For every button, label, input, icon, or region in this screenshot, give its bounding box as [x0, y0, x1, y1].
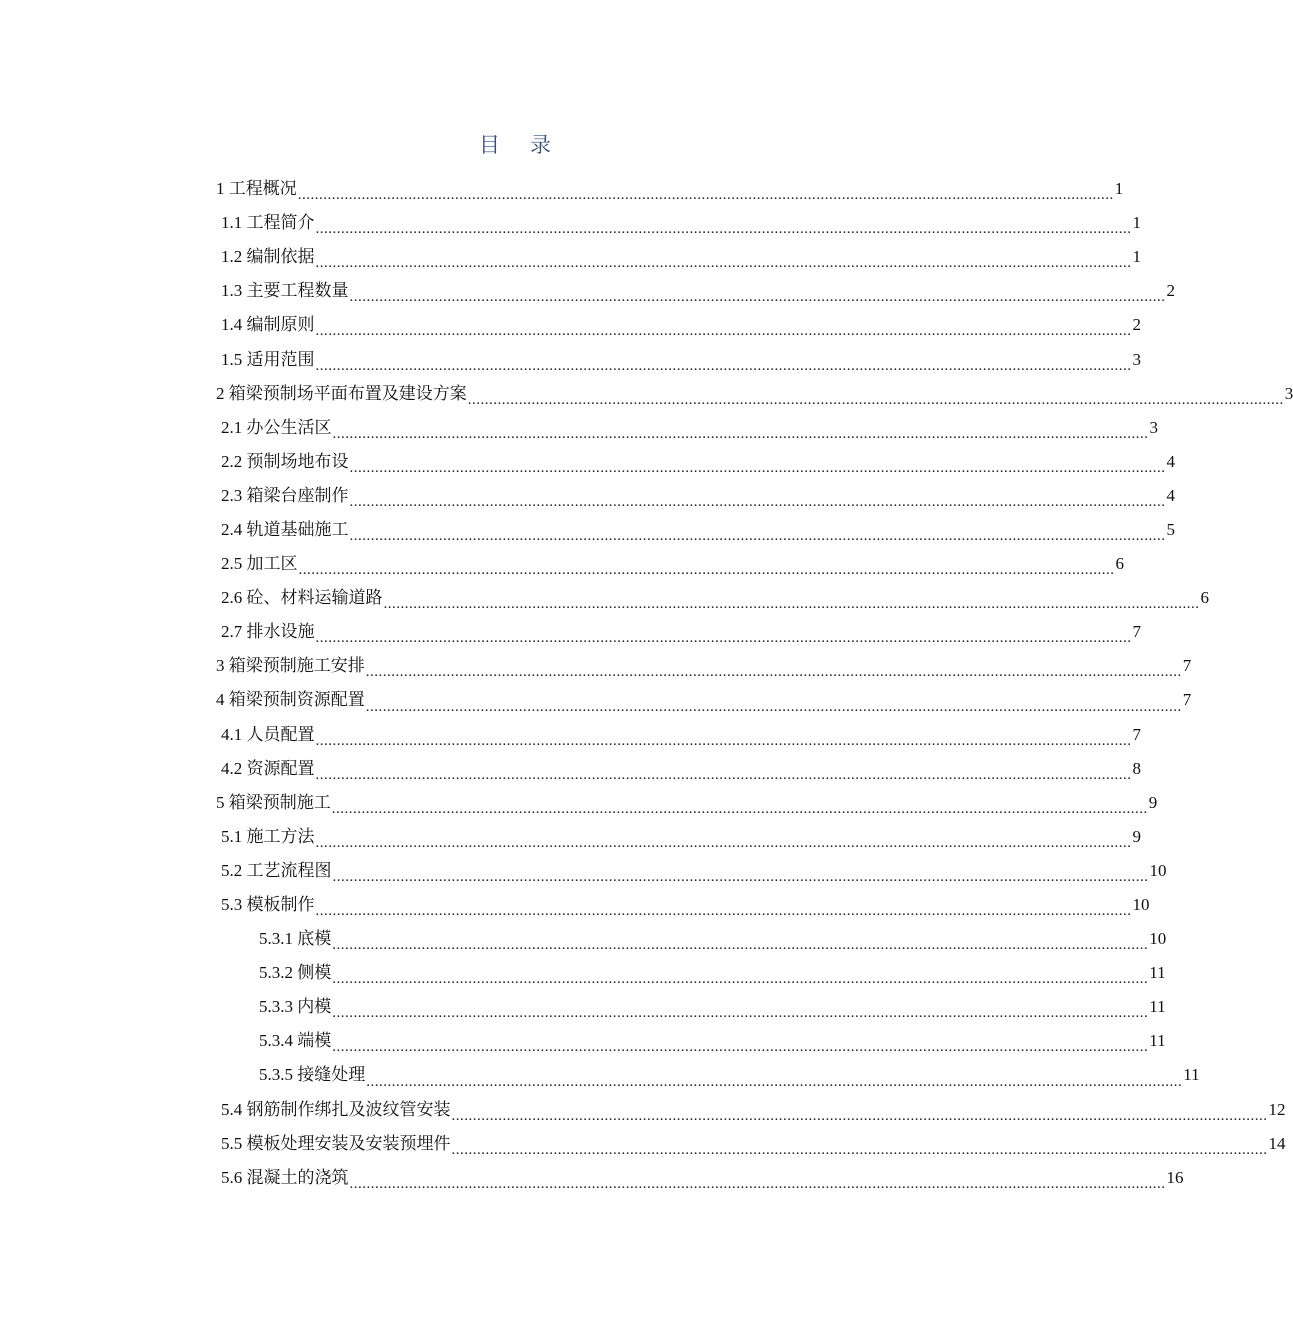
- toc-entry-page-number: 10: [1149, 860, 1167, 880]
- toc-entry-page-number: 10: [1149, 929, 1167, 949]
- toc-entry[interactable]: [0, 854, 1167, 888]
- toc-entry-label: 5.4 钢筋制作绑扎及波纹管安装: [221, 1099, 451, 1119]
- dot-leader: [316, 360, 1132, 377]
- toc-entry-label: 4.1 人员配置: [221, 724, 315, 744]
- toc-entry-page-number: 11: [1149, 963, 1166, 983]
- toc-entry[interactable]: [0, 172, 1124, 206]
- toc-entry-page-number: 9: [1132, 826, 1141, 846]
- toc-entry[interactable]: [0, 274, 1175, 308]
- dot-leader: [316, 905, 1132, 922]
- toc-entry[interactable]: [0, 922, 1167, 956]
- toc-entry[interactable]: [0, 786, 1158, 820]
- toc-entry-label: 1.5 适用范围: [221, 349, 315, 369]
- dot-leader: [384, 598, 1200, 615]
- toc-entry-page-number: 1: [1132, 213, 1141, 233]
- toc-entry-label: 2.1 办公生活区: [221, 417, 332, 437]
- toc-entry[interactable]: [0, 1127, 1286, 1161]
- toc-entry-label: 2.2 预制场地布设: [221, 451, 349, 471]
- dot-leader: [316, 257, 1132, 274]
- toc-entry[interactable]: [0, 377, 1293, 411]
- dot-leader: [332, 1041, 1148, 1058]
- toc-entry-label: 1.2 编制依据: [221, 247, 315, 267]
- toc-entry[interactable]: [0, 1058, 1200, 1092]
- dot-leader: [452, 1110, 1268, 1127]
- toc-entry-page-number: 1: [1114, 179, 1124, 199]
- toc-entry[interactable]: [0, 547, 1124, 581]
- toc-entry-label: 5 箱梁预制施工: [216, 792, 331, 812]
- dot-leader: [332, 1007, 1148, 1024]
- toc-entry-page-number: 7: [1132, 622, 1141, 642]
- dot-leader: [333, 428, 1149, 445]
- toc-entry-page-number: 2: [1166, 281, 1175, 301]
- dot-leader: [316, 632, 1132, 649]
- toc-entry[interactable]: [0, 206, 1141, 240]
- toc-entry-label: 1.3 主要工程数量: [221, 281, 349, 301]
- toc-entry[interactable]: [0, 1093, 1286, 1127]
- toc-entry[interactable]: [0, 479, 1175, 513]
- dot-leader: [468, 394, 1284, 411]
- toc-entry-page-number: 16: [1166, 1167, 1184, 1187]
- dot-leader: [299, 564, 1115, 581]
- toc-entry[interactable]: [0, 411, 1158, 445]
- toc-entry-label: 2.4 轨道基础施工: [221, 519, 349, 539]
- toc-entry-label: 3 箱梁预制施工安排: [216, 656, 365, 676]
- toc-entry-page-number: 7: [1132, 724, 1141, 744]
- toc-entry-page-number: 11: [1183, 1065, 1200, 1085]
- toc-entry[interactable]: [0, 752, 1141, 786]
- toc-entry-page-number: 9: [1148, 792, 1158, 812]
- toc-entry-label: 1.1 工程简介: [221, 213, 315, 233]
- dot-leader: [298, 189, 1114, 206]
- toc-entry-label: 5.5 模板处理安装及安装预埋件: [221, 1133, 451, 1153]
- toc-entry[interactable]: [0, 718, 1141, 752]
- toc-entry[interactable]: [0, 445, 1175, 479]
- toc-entry-page-number: 1: [1132, 247, 1141, 267]
- toc-entry-page-number: 7: [1182, 690, 1192, 710]
- dot-leader: [350, 496, 1166, 513]
- toc-entry[interactable]: [0, 308, 1141, 342]
- dot-leader: [366, 666, 1182, 683]
- toc-entry[interactable]: [0, 888, 1150, 922]
- toc-entry[interactable]: [0, 820, 1141, 854]
- toc-entry-label: 4 箱梁预制资源配置: [216, 690, 365, 710]
- dot-leader: [350, 291, 1166, 308]
- toc-entry-page-number: 6: [1200, 588, 1209, 608]
- toc-entry[interactable]: [0, 615, 1141, 649]
- toc-entry-page-number: 14: [1268, 1133, 1286, 1153]
- toc-entry[interactable]: [0, 1024, 1166, 1058]
- toc-entry-label: 2 箱梁预制场平面布置及建设方案: [216, 383, 467, 403]
- toc-entry-page-number: 3: [1284, 383, 1293, 403]
- toc-entry[interactable]: [0, 990, 1166, 1024]
- toc-entry-label: 1.4 编制原则: [221, 315, 315, 335]
- toc-entry-label: 5.1 施工方法: [221, 826, 315, 846]
- toc-entry[interactable]: [0, 956, 1166, 990]
- dot-leader: [316, 223, 1132, 240]
- toc-entry[interactable]: [0, 342, 1141, 376]
- toc-entry-label: 5.3.2 侧模: [259, 963, 332, 983]
- dot-leader: [350, 462, 1166, 479]
- toc-entry-label: 4.2 资源配置: [221, 758, 315, 778]
- dot-leader: [333, 871, 1149, 888]
- toc-entry-label: 5.3.4 端模: [259, 1031, 332, 1051]
- toc-entry-label: 5.3.1 底模: [259, 929, 332, 949]
- toc-title: 目录: [479, 133, 581, 157]
- toc-entry[interactable]: [0, 1161, 1184, 1195]
- dot-leader: [366, 701, 1182, 718]
- toc-entry-page-number: 5: [1166, 519, 1175, 539]
- toc-entry[interactable]: [0, 649, 1192, 683]
- toc-entry-page-number: 11: [1149, 997, 1166, 1017]
- toc-entry-label: 5.2 工艺流程图: [221, 860, 332, 880]
- toc-entry-label: 5.3 模板制作: [221, 895, 315, 915]
- dot-leader: [332, 973, 1148, 990]
- dot-leader: [366, 1076, 1182, 1093]
- toc-entry-label: 2.5 加工区: [221, 554, 298, 574]
- toc-entry[interactable]: [0, 581, 1209, 615]
- dot-leader: [350, 1178, 1166, 1195]
- dot-leader: [316, 769, 1132, 786]
- toc-entry[interactable]: [0, 683, 1192, 717]
- toc-entry-page-number: 10: [1132, 895, 1150, 915]
- toc-entry-page-number: 3: [1132, 349, 1141, 369]
- dot-leader: [452, 1144, 1268, 1161]
- toc-entry-label: 2.6 砼、材料运输道路: [221, 588, 383, 608]
- toc-entry-label: 1 工程概况: [216, 179, 297, 199]
- table-of-contents: [0, 172, 1293, 1195]
- toc-entry[interactable]: [0, 240, 1141, 274]
- toc-entry-label: 5.3.3 内模: [259, 997, 332, 1017]
- dot-leader: [332, 939, 1148, 956]
- toc-entry-page-number: 6: [1115, 554, 1124, 574]
- toc-entry[interactable]: [0, 513, 1175, 547]
- toc-entry-page-number: 4: [1166, 485, 1175, 505]
- toc-entry-page-number: 12: [1268, 1099, 1286, 1119]
- toc-entry-page-number: 8: [1132, 758, 1141, 778]
- toc-entry-page-number: 4: [1166, 451, 1175, 471]
- dot-leader: [332, 803, 1148, 820]
- dot-leader: [316, 735, 1132, 752]
- dot-leader: [350, 530, 1166, 547]
- toc-entry-page-number: 2: [1132, 315, 1141, 335]
- toc-entry-page-number: 3: [1149, 417, 1158, 437]
- toc-entry-page-number: 11: [1149, 1031, 1166, 1051]
- toc-entry-label: 5.3.5 接缝处理: [259, 1065, 366, 1085]
- toc-entry-label: 2.7 排水设施: [221, 622, 315, 642]
- toc-entry-label: 5.6 混凝土的浇筑: [221, 1167, 349, 1187]
- dot-leader: [316, 325, 1132, 342]
- toc-entry-page-number: 7: [1182, 656, 1192, 676]
- toc-entry-label: 2.3 箱梁台座制作: [221, 485, 349, 505]
- dot-leader: [316, 837, 1132, 854]
